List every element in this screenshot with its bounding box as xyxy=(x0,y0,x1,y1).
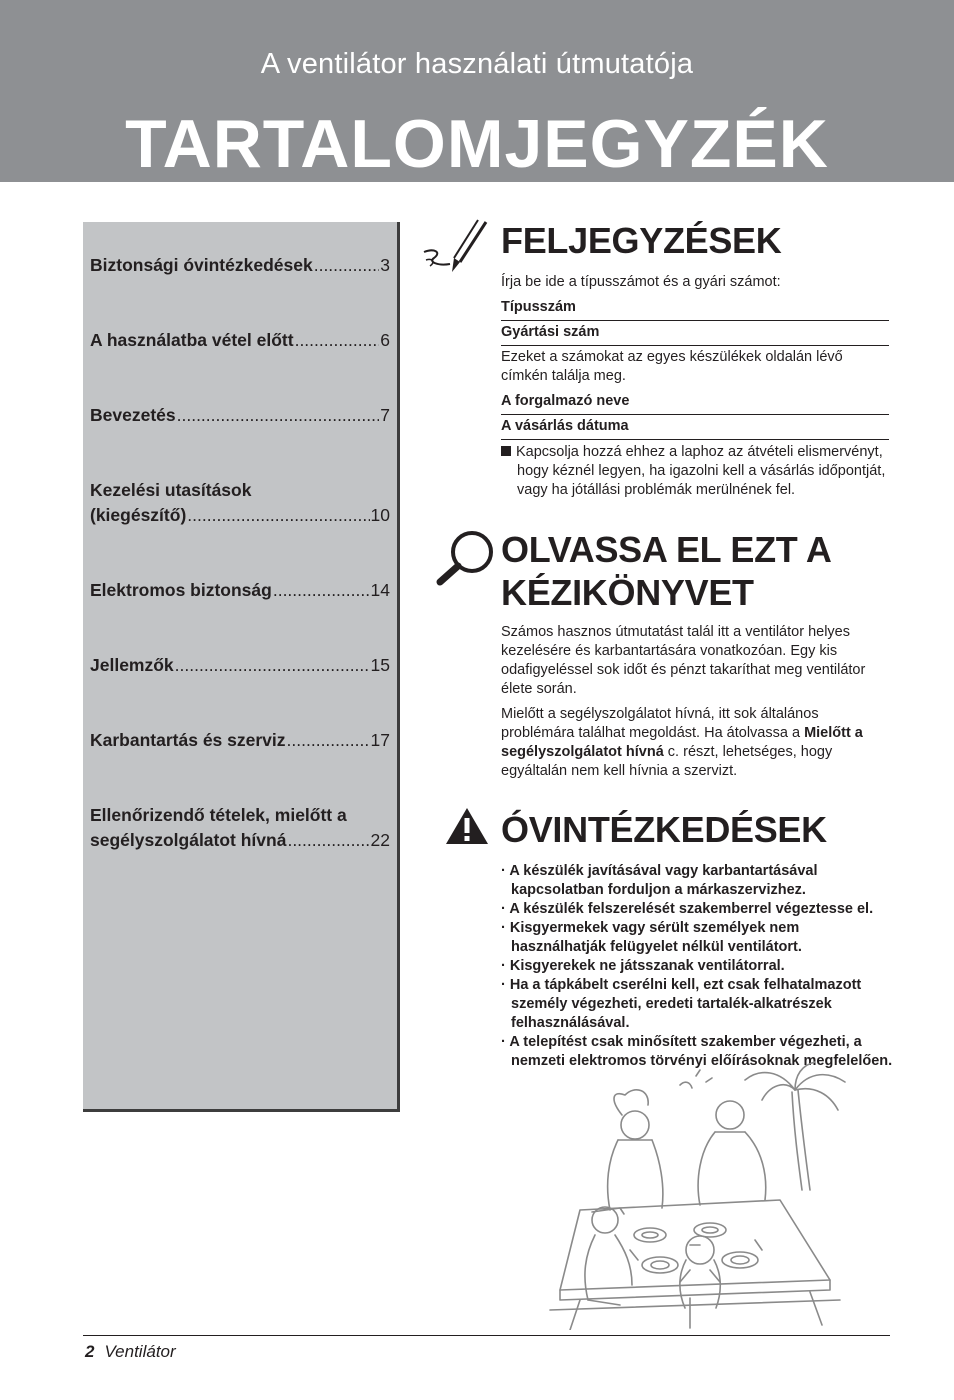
square-bullet-icon xyxy=(501,446,511,456)
receipt-note: Kapcsolja hozzá ehhez a laphoz az átvételi elismervényt, hogy kéznél legyen, ha igazolni kell a vásárlás időpontját, vagy ha jótállási problémák merülnének fel. xyxy=(501,443,891,500)
list-item: · Kisgyermekek vagy sérült személyek nem használhatják felügyelet nélkül ventilátort. xyxy=(501,920,802,955)
toc-item[interactable]: Ellenőrizendő tételek, mielőtt a segélyszolgálatot hívná ..... 22 xyxy=(90,803,390,853)
page-footer xyxy=(85,1342,176,1362)
precautions-heading: ÓVINTÉZKEDÉSEK xyxy=(501,809,827,850)
list-item: · Kisgyerekek ne játsszanak ventilátorral. xyxy=(501,958,785,974)
toc-item[interactable]: Kezelési utasítások (kiegészítő) ..... 10 xyxy=(90,478,390,528)
toc-item[interactable]: Jellemzők ..... 15 xyxy=(90,653,390,678)
model-number-field[interactable]: Típusszám xyxy=(501,298,889,321)
footer-product-name: Ventilátor xyxy=(104,1342,176,1361)
page-title: TARTALOMJEGYZÉK xyxy=(125,106,829,182)
notes-heading: FELJEGYZÉSEK xyxy=(501,220,782,261)
header-band xyxy=(0,0,954,182)
dealer-name-field[interactable]: A forgalmazó neve xyxy=(501,392,889,415)
magnifier-icon xyxy=(434,528,496,588)
notes-intro: Írja be ide a típusszámot és a gyári számot: xyxy=(501,274,781,290)
picnic-illustration xyxy=(540,1060,870,1330)
toc-item[interactable]: Elektromos biztonság ..... 14 xyxy=(90,578,390,603)
pen-icon xyxy=(420,218,492,276)
serial-number-field[interactable]: Gyártási szám xyxy=(501,323,889,346)
table-of-contents xyxy=(83,222,400,1112)
manual-subtitle: A ventilátor használati útmutatója xyxy=(260,48,694,80)
list-item: · A telepítést csak minősített szakember végezheti, a nemzeti elektromos törvényi előírásoknak megfelelően. xyxy=(501,1034,893,1069)
footer-rule xyxy=(83,1335,890,1336)
toc-item[interactable]: Karbantartás és szerviz ..... 17 xyxy=(90,728,390,753)
warning-icon xyxy=(444,806,490,846)
list-item: · Ha a tápkábelt cserélni kell, ezt csak felhatalmazott személy végezheti, eredeti tartalék-alkatrészek felhasználásával. xyxy=(501,977,862,1031)
toc-item[interactable]: A használatba vétel előtt ..... 6 xyxy=(90,328,390,353)
toc-item[interactable]: Biztonsági óvintézkedések ..... 3 xyxy=(90,253,390,278)
purchase-date-field[interactable]: A vásárlás dátuma xyxy=(501,417,889,440)
list-item: · A készülék felszerelését szakemberrel végeztesse el. xyxy=(501,901,874,917)
list-item: · A készülék javításával vagy karbantartásával kapcsolatban forduljon a márkaszervizhez. xyxy=(501,863,818,898)
label-location-text: Ezeket a számokat az egyes készülékek oldalán lévő címkén találja meg. xyxy=(501,349,843,384)
page-number: 2 xyxy=(85,1342,95,1361)
precautions-list xyxy=(501,862,893,1071)
read-manual-para1: Számos hasznos útmutatást talál itt a ventilátor helyes kezelésére és karbantartására vonatkozóan. Egy kis odafigyeléssel sok időt és pénzt takaríthat meg ventilátor élete során. xyxy=(501,624,866,697)
read-manual-heading: OLVASSA EL EZT A KÉZIKÖNYVET xyxy=(501,529,832,613)
toc-item[interactable]: Bevezetés ..... 7 xyxy=(90,403,390,428)
read-manual-para2: Mielőtt a segélyszolgálatot hívná, itt sok általános problémára találhat megoldást. Ha átolvassa a Mielőtt a segélyszolgálatot hívná c. részt, lehetséges, hogy egyáltalán nem kell hívnia a szervizt. xyxy=(501,706,863,779)
